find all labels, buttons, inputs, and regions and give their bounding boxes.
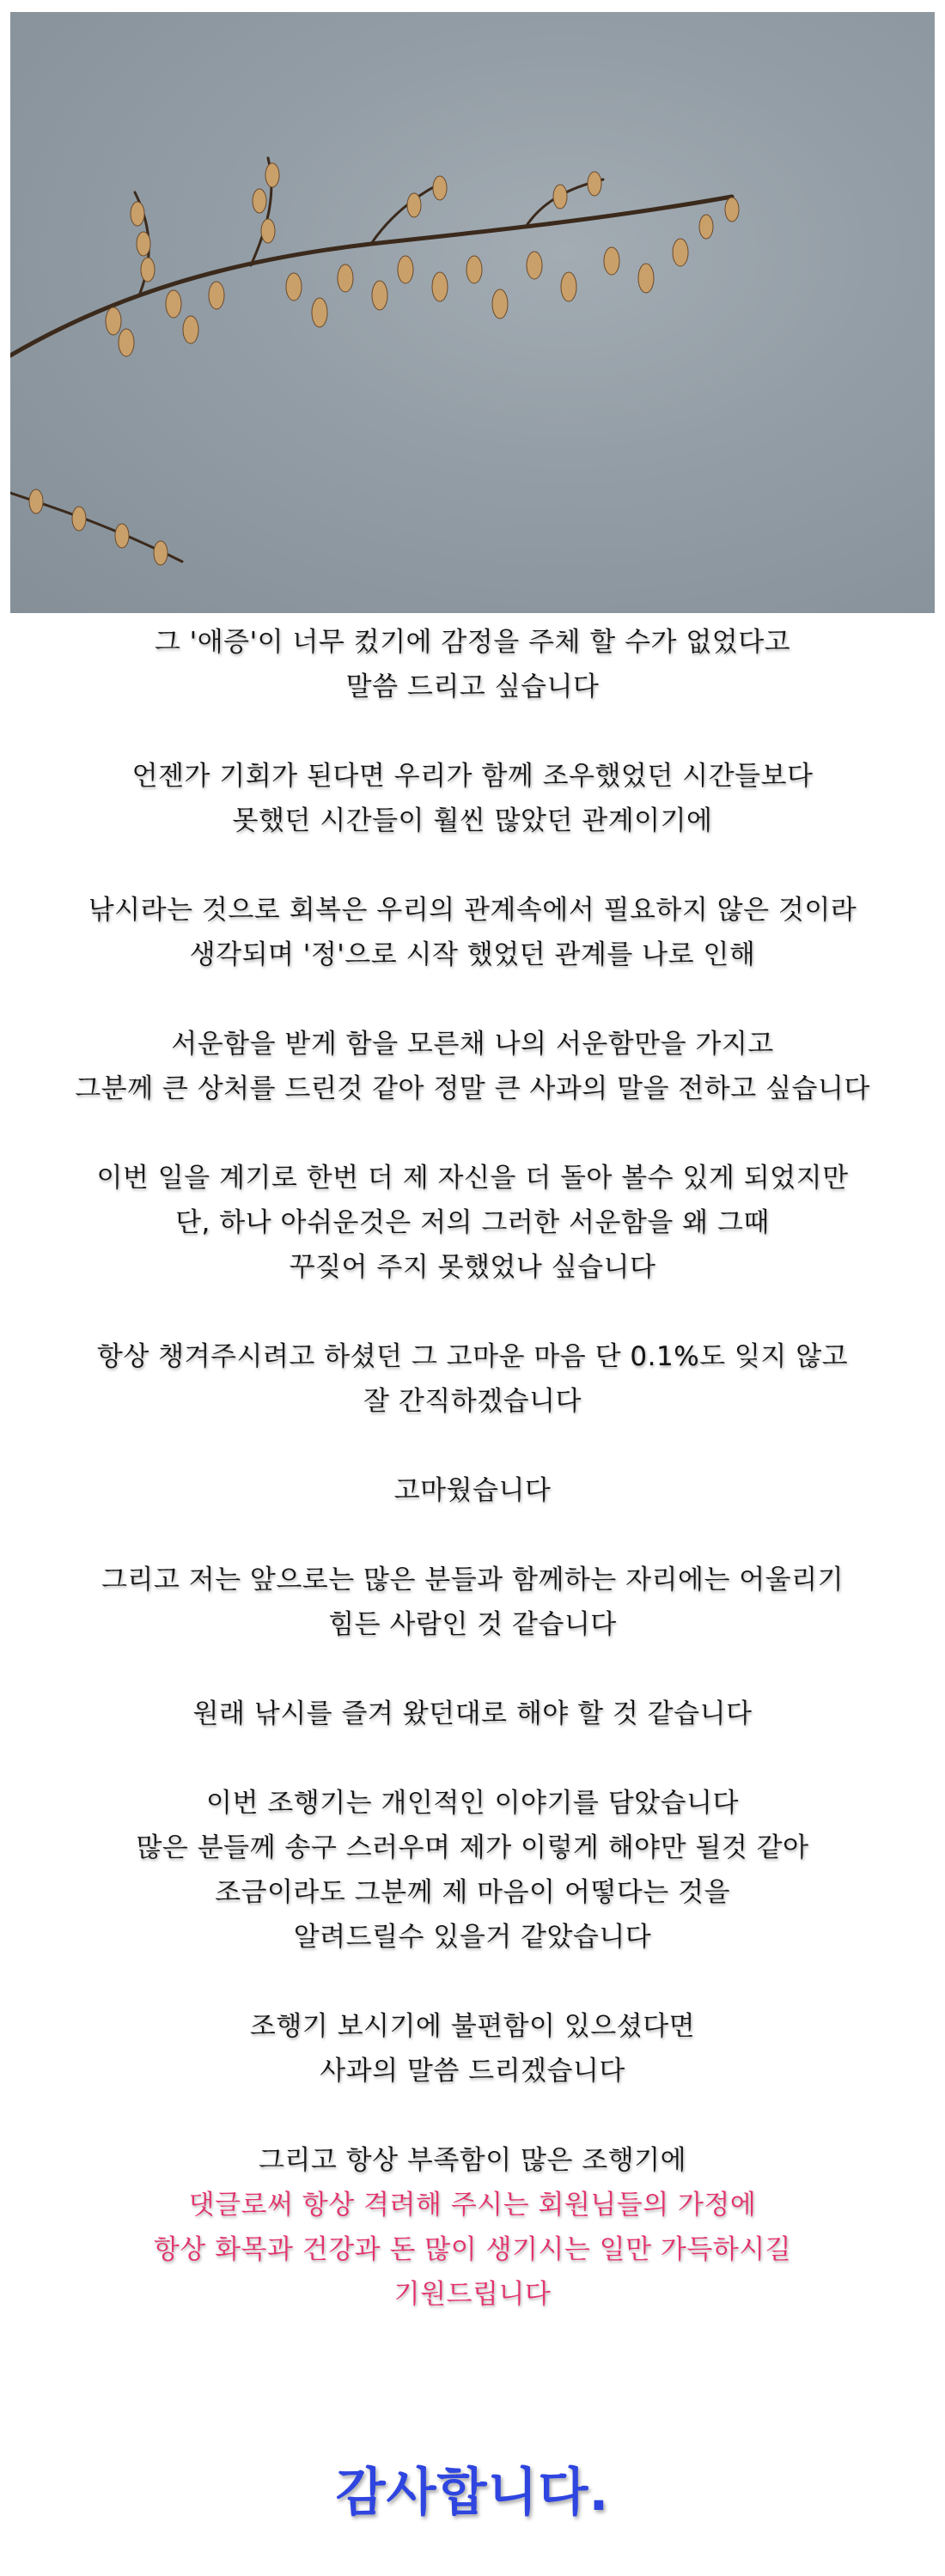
text-line: 그리고 저는 앞으로는 많은 분들과 함께하는 자리에는 어울리기 — [101, 1564, 844, 1595]
text-line: 생각되며 '정'으로 시작 했었던 관계를 나로 인해 — [189, 939, 756, 970]
text-line: 이번 조행기는 개인적인 이야기를 담았습니다 — [206, 1788, 739, 1819]
text-line: 꾸짖어 주지 못했었나 싶습니다 — [289, 1252, 656, 1283]
text-line: 단, 하나 아쉬운것은 저의 그러한 서운함을 왜 그때 — [175, 1207, 770, 1238]
text-line: 조행기 보시기에 불편함이 있으셨다면 — [249, 2011, 696, 2042]
paragraph — [0, 888, 945, 977]
closing-line: 댓글로써 항상 격려해 주시는 회원님들의 가정에 — [188, 2190, 757, 2221]
paragraph — [0, 2004, 945, 2093]
paragraph — [0, 1022, 945, 1111]
text-line: 언젠가 기회가 된다면 우리가 함께 조우했었던 시간들보다 — [131, 761, 814, 792]
paragraph — [0, 1334, 945, 1424]
closing-line: 항상 화목과 건강과 돈 많이 생기시는 일만 가득하시길 — [153, 2234, 792, 2265]
branch-illustration — [10, 12, 935, 613]
paragraph — [0, 620, 945, 709]
paragraph — [0, 754, 945, 843]
closing-line: 기원드립니다 — [393, 2279, 552, 2310]
closing-paragraph — [0, 2138, 945, 2317]
thanks-heading: 감사합니다. — [335, 2463, 610, 2523]
paragraph — [0, 1692, 945, 1736]
text-line: 이번 일을 계기로 한번 더 제 자신을 더 돌아 볼수 있게 되었지만 — [96, 1163, 849, 1194]
text-line: 못했던 시간들이 훨씬 많았던 관계이기에 — [232, 805, 713, 836]
text-line: 그 '애증'이 너무 컸기에 감정을 주체 할 수가 없었다고 — [154, 627, 791, 658]
text-line: 알려드릴수 있을거 같았습니다 — [293, 1922, 652, 1953]
text-line: 잘 간직하겠습니다 — [363, 1386, 582, 1417]
paragraph — [0, 1468, 945, 1513]
paragraph — [0, 1781, 945, 1959]
text-line: 사과의 말씀 드리겠습니다 — [320, 2056, 625, 2087]
paragraph — [0, 1558, 945, 1647]
closing-intro: 그리고 항상 부족함이 많은 조행기에 — [258, 2145, 687, 2176]
text-line: 많은 분들께 송구 스러우며 제가 이렇게 해야만 될것 같아 — [136, 1832, 809, 1863]
text-line: 고마웠습니다 — [393, 1475, 552, 1506]
text-line: 힘든 사람인 것 같습니다 — [328, 1609, 617, 1640]
text-line: 조금이라도 그분께 제 마음이 어떻다는 것을 — [215, 1877, 730, 1908]
text-line: 항상 챙겨주시려고 하셨던 그 고마운 마음 단 0.1%도 잊지 않고 — [96, 1341, 849, 1372]
text-line: 그분께 큰 상처를 드린것 같아 정말 큰 사과의 말을 전하고 싶습니다 — [75, 1073, 870, 1104]
text-line: 말씀 드리고 싶습니다 — [345, 671, 600, 702]
text-line: 서운함을 받게 함을 모른채 나의 서운함만을 가지고 — [171, 1029, 774, 1060]
dry-branch-photo — [10, 12, 935, 613]
text-line: 낚시라는 것으로 회복은 우리의 관계속에서 필요하지 않은 것이라 — [88, 895, 857, 926]
text-line: 원래 낚시를 즐겨 왔던대로 해야 할 것 같습니다 — [192, 1698, 753, 1729]
message-body — [0, 620, 945, 2361]
paragraph — [0, 1156, 945, 1290]
